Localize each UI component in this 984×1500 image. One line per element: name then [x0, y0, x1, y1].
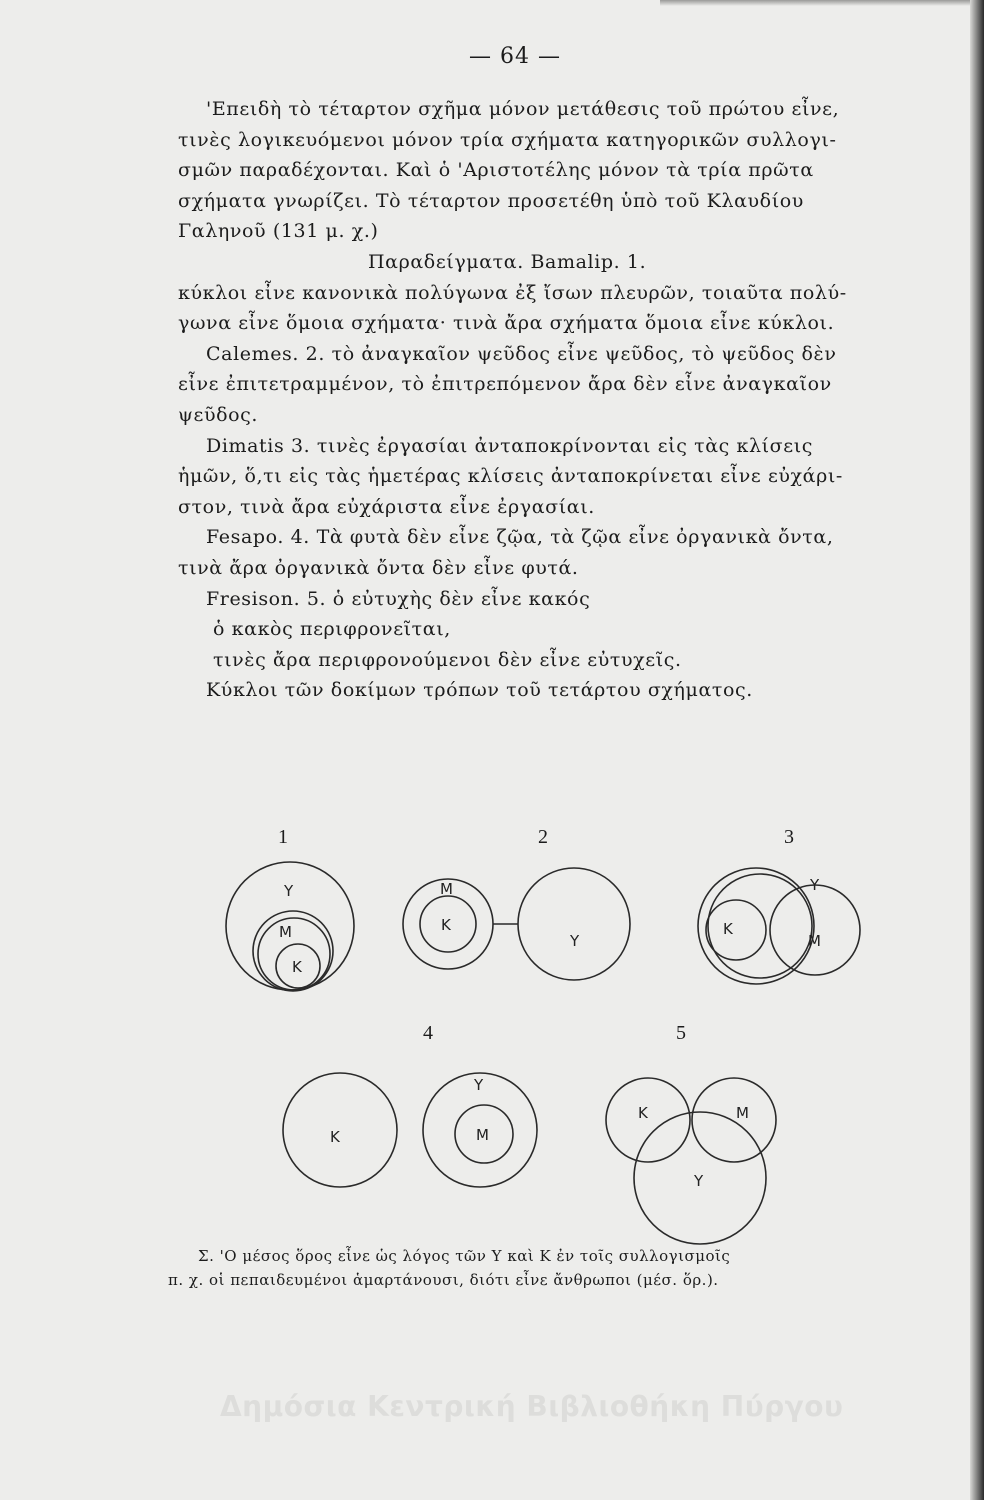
label-y: Y	[474, 1076, 484, 1094]
label-m: M	[808, 932, 821, 950]
label-y: Y	[810, 876, 820, 894]
figure-label-2: 2	[538, 826, 548, 848]
circle-k	[283, 1073, 397, 1187]
text-line: Fresison. 5. ὁ εὐτυχὴς δὲν εἶνε κακός	[206, 587, 591, 610]
label-m: M	[440, 880, 453, 898]
text-line: τινὲς ἄρα περιφρονούμενοι δὲν εἶνε εὐτυχεῖς.	[213, 648, 682, 671]
label-y: Y	[570, 932, 580, 950]
text-line: στον, τινὰ ἄρα εὐχάριστα εἶνε ἐργασίαι.	[178, 495, 595, 518]
text-line: ὁ κακὸς περιφρονεῖται,	[213, 618, 451, 641]
text-line: Fesapo. 4. Τὰ φυτὰ δὲν εἶνε ζῷα, τὰ ζῷα εἶνε ὀργανικὰ ὄντα,	[206, 526, 834, 549]
text-line: Dimatis 3. τινὲς ἐργασίαι ἀνταποκρίνονται εἰς τὰς κλίσεις	[206, 434, 813, 457]
circle-m-inner	[258, 918, 330, 990]
footnote	[168, 1244, 948, 1292]
label-m: M	[476, 1126, 489, 1144]
text-line: σμῶν παραδέχονται. Καὶ ὁ 'Αριστοτέλης μόνον τὰ τρία πρῶτα	[178, 159, 814, 182]
figures-caption: Κύκλοι τῶν δοκίμων τρόπων τοῦ τετάρτου σχήματος.	[206, 679, 753, 702]
text-line: κύκλοι εἶνε κανονικὰ πολύγωνα ἐξ ἴσων πλευρῶν, τοιαῦτα πολύ-	[178, 281, 847, 304]
text-line: Calemes. 2. τὸ ἀναγκαῖον ψεῦδος εἶνε ψεῦδος, τὸ ψεῦδος δὲν	[206, 342, 837, 365]
text-line: γωνα εἶνε ὅμοια σχήματα· τινὰ ἄρα σχήματα ὅμοια εἶνε κύκλοι.	[178, 312, 835, 335]
text-line: 'Επειδὴ τὸ τέταρτον σχῆμα μόνον μετάθεσις τοῦ πρώτου εἶνε,	[206, 98, 840, 120]
text-line: τινὲς λογικευόμενοι μόνον τρία σχήματα κατηγορικῶν συλλογι-	[178, 128, 837, 151]
text-line: σχήματα γνωρίζει. Τὸ τέταρτον προσετέθη ὑπὸ τοῦ Κλαυδίου	[178, 189, 804, 212]
circle-k	[706, 900, 766, 960]
circle-m	[770, 885, 860, 975]
circle-k	[606, 1078, 690, 1162]
text-line: ψεῦδος.	[178, 403, 259, 426]
figure-label-4: 4	[423, 1022, 433, 1044]
label-k: K	[292, 958, 302, 976]
circle-y-outer	[698, 868, 814, 984]
label-m: M	[736, 1104, 749, 1122]
diagram-5	[606, 1078, 776, 1244]
figure-label-3: 3	[784, 826, 794, 848]
label-y: Y	[284, 882, 294, 900]
text-line: τινὰ ἄρα ὀργανικὰ ὄντα δὲν εἶνε φυτά.	[178, 556, 579, 579]
figure-label-5: 5	[676, 1022, 686, 1044]
figure-label-1: 1	[278, 826, 288, 848]
label-k: K	[441, 916, 451, 934]
circle-y	[518, 868, 630, 980]
footnote-line: Σ. 'Ο μέσος ὅρος εἶνε ὡς λόγος τῶν Υ καὶ Κ ἐν τοῖς συλλογισμοῖς	[198, 1247, 731, 1265]
label-k: K	[723, 920, 733, 938]
label-y: Y	[694, 1172, 704, 1190]
diagram-2	[403, 868, 630, 980]
label-k: K	[638, 1104, 648, 1122]
footnote-line: π. χ. οἱ πεπαιδευμένοι ἁμαρτάνουσι, διότι εἶνε ἄνθρωποι (μέσ. ὅρ.).	[168, 1271, 719, 1289]
label-k: K	[330, 1128, 340, 1146]
text-line: ἡμῶν, ὅ,τι εἰς τὰς ἡμετέρας κλίσεις ἀνταποκρίνεται εἶνε εὐχάρι-	[178, 465, 843, 488]
text-line: εἶνε ἐπιτετραμμένον, τὸ ἐπιτρεπόμενον ἄρα δὲν εἶνε ἀναγκαῖον	[178, 373, 832, 396]
diagram-4	[283, 1073, 537, 1187]
page-number: — 64 —	[469, 44, 561, 69]
text-line: Γαληνοῦ (131 μ. χ.)	[178, 220, 379, 243]
label-m: M	[279, 923, 292, 941]
circle-m	[692, 1078, 776, 1162]
examples-heading: Παραδείγματα. Bamalip. 1.	[368, 250, 647, 273]
library-watermark: Δημόσια Κεντρική Βιβλιοθήκη Πύργου	[220, 1390, 844, 1423]
